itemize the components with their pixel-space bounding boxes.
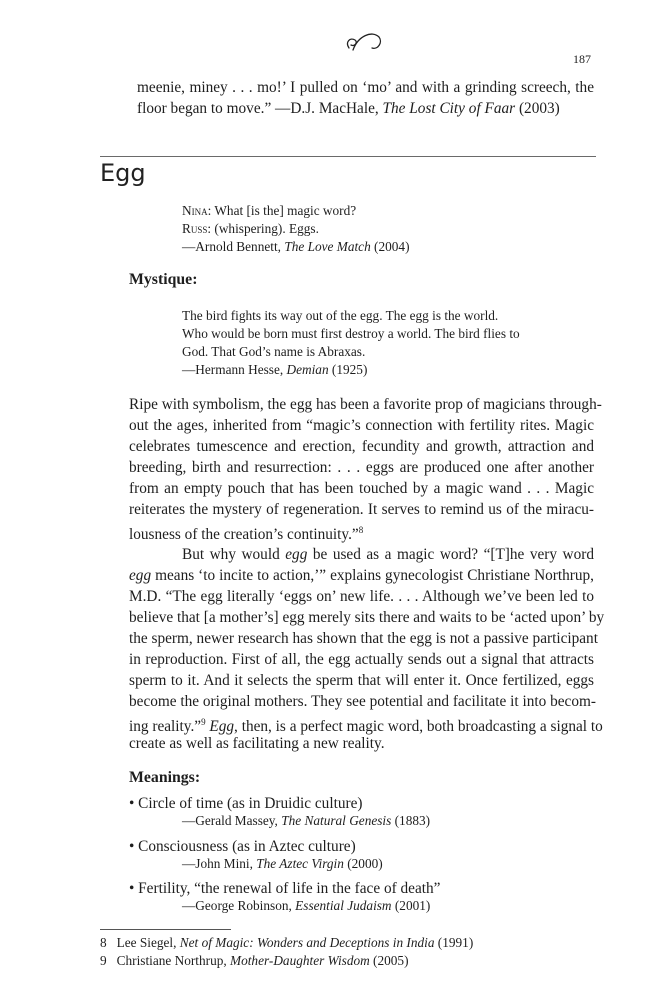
footnote: 8 Lee Siegel, Net of Magic: Wonders and Deceptions in India (1991)	[100, 935, 474, 950]
meaning-item: • Circle of time (as in Druidic culture)	[129, 795, 363, 812]
epigraph-nina: Nina: What [is the] magic word?	[182, 203, 357, 218]
book-title: The Lost City of Faar	[382, 100, 516, 117]
footnote-divider	[100, 929, 231, 930]
body-line: the sperm, newer research has shown that the egg is not a passive participant	[129, 630, 598, 647]
mystique-source: —Hermann Hesse, Demian (1925)	[182, 362, 368, 377]
meaning-source: —George Robinson, Essential Judaism (2001)	[182, 898, 431, 913]
body-line: lousness of the creation’s continuity.”$^8$	[129, 525, 364, 544]
body-line: egg means ‘to incite to action,’” explains gynecologist Christiane Northrup,	[129, 567, 594, 584]
carryover-line-2: floor began to move.” —D.J. MacHale, The Lost City of Faar (2003)	[137, 100, 560, 117]
meaning-source: —John Mini, The Aztec Virgin (2000)	[182, 856, 383, 871]
body-line: breeding, birth and resurrection: . . . eggs are produced one after another	[129, 459, 594, 476]
mystique-quote-line-3: God. That God’s name is Abraxas.	[182, 344, 366, 359]
body-line: believe that [a mother’s] egg merely sits there and waits to be ‘acted upon’ by	[129, 609, 605, 626]
body-line: reiterates the mystery of regeneration. It serves to remind us of the miracu-	[129, 501, 594, 518]
page-number: 187	[573, 52, 591, 66]
body-line: Ripe with symbolism, the egg has been a favorite prop of magicians through-	[129, 396, 602, 413]
mystique-quote-line-2: Who would be born must first destroy a world. The bird flies to	[182, 326, 520, 341]
body-line: M.D. “The egg literally ‘eggs on’ new life. . . . Although we’ve been led to	[129, 588, 594, 605]
carryover-line-1: meenie, miney . . . mo!’ I pulled on ‘mo’ and with a grinding screech, the	[137, 79, 594, 96]
body-line: ing reality.”$^9$ Egg, then, is a perfect magic word, both broadcasting a signal to	[129, 717, 603, 736]
mystique-quote-line-1: The bird fights its way out of the egg. The egg is the world.	[182, 308, 499, 323]
footnote-ref: 9	[201, 717, 206, 727]
meaning-source: —Gerald Massey, The Natural Genesis (1883)	[182, 813, 431, 828]
body-line: in reproduction. First of all, the egg actually sends out a signal that attracts	[129, 651, 594, 668]
epigraph-russ: Russ: (whispering). Eggs.	[182, 221, 319, 236]
body-line: But why would egg be used as a magic word? “[T]he very word	[182, 546, 594, 563]
meanings-heading: Meanings:	[129, 769, 201, 786]
epigraph-source: —Arnold Bennett, The Love Match (2004)	[182, 239, 410, 254]
footnote-ref: 8	[358, 525, 364, 535]
swirl-ornament-icon	[336, 26, 384, 62]
footnote: 9 Christiane Northrup, Mother-Daughter Wisdom (2005)	[100, 953, 409, 968]
body-line: celebrates tumescence and erection, fecundity and growth, attraction and	[129, 438, 594, 455]
body-line: create as well as facilitating a new reality.	[129, 735, 385, 752]
body-line: sperm to it. And it selects the sperm that will enter it. Once fertilized, eggs	[129, 672, 594, 689]
mystique-heading: Mystique:	[129, 271, 198, 288]
entry-title: Egg	[100, 159, 146, 187]
body-line: from an empty pouch that has been touched by a magic wand . . . Magic	[129, 480, 594, 497]
entry-divider	[100, 156, 596, 157]
body-line: become the original mothers. They see potential and facilitate it into becom-	[129, 693, 596, 710]
meaning-item: • Consciousness (as in Aztec culture)	[129, 838, 356, 855]
meaning-item: • Fertility, “the renewal of life in the face of death”	[129, 880, 441, 897]
body-line: out the ages, inherited from “magic’s connection with fertility rites. Magic	[129, 417, 594, 434]
